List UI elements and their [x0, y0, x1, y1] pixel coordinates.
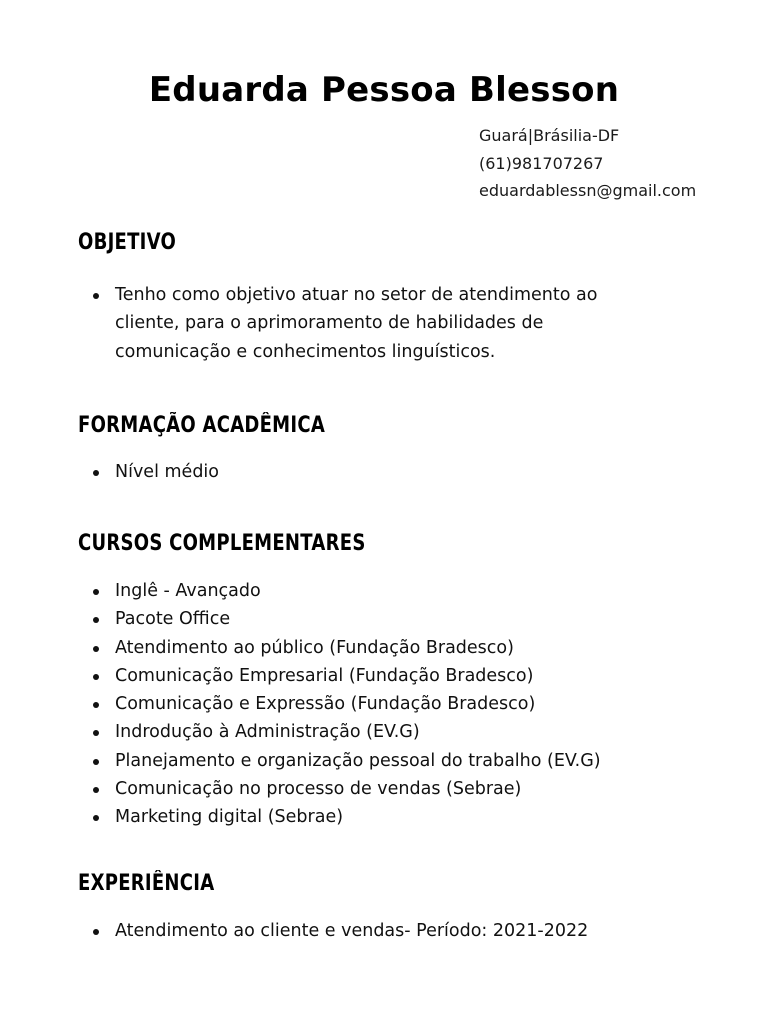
- contact-location: Guará|Brásilia-DF: [479, 126, 620, 145]
- list-item: Inglê - Avançado: [78, 577, 678, 605]
- experience-list: [78, 917, 678, 945]
- list-item: Marketing digital (Sebrae): [78, 803, 678, 831]
- list-item: Planejamento e organização pessoal do trabalho (EV.G): [78, 747, 678, 775]
- list-item: Comunicação no processo de vendas (Sebrae): [78, 775, 678, 803]
- list-item: Atendimento ao público (Fundação Bradesco): [78, 634, 678, 662]
- list-item: Atendimento ao cliente e vendas- Período: 2021-2022: [78, 917, 678, 945]
- section-title-education: FORMAÇÃO ACADÊMICA: [78, 413, 326, 438]
- list-item: Tenho como objetivo atuar no setor de atendimento ao cliente, para o aprimoramento de habilidades de comunicação e conhecimentos linguísticos.: [78, 281, 658, 366]
- section-title-objective: OBJETIVO: [78, 230, 177, 255]
- list-item: Comunicação e Expressão (Fundação Bradesco): [78, 690, 678, 718]
- contact-email: eduardablessn@gmail.com: [479, 181, 697, 200]
- list-item: Pacote Office: [78, 605, 678, 633]
- list-item: Comunicação Empresarial (Fundação Bradesco): [78, 662, 678, 690]
- education-list: [78, 458, 678, 486]
- resume-name: Eduarda Pessoa Blesson: [148, 70, 620, 110]
- contact-info: [479, 122, 696, 205]
- section-title-courses: CURSOS COMPLEMENTARES: [78, 531, 366, 556]
- courses-list: [78, 577, 678, 832]
- list-item: Nível médio: [78, 458, 678, 486]
- objective-list: [78, 281, 658, 366]
- contact-phone: (61)981707267: [479, 153, 604, 173]
- section-title-experience: EXPERIÊNCIA: [78, 871, 215, 896]
- list-item: Indrodução à Administração (EV.G): [78, 718, 678, 746]
